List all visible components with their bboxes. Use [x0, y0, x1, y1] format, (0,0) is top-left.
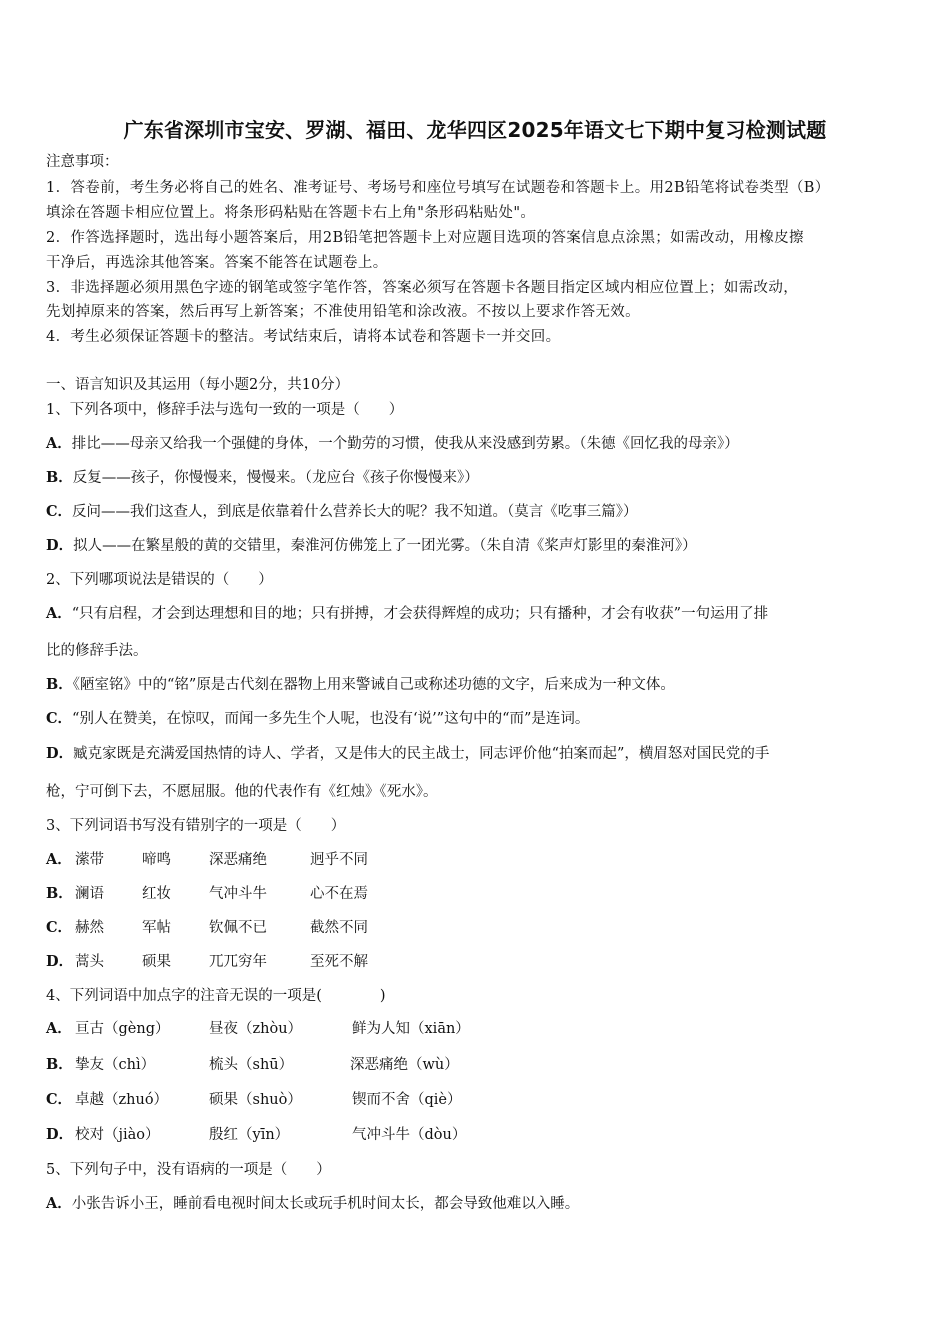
word-cell: 迥乎不同 [310, 852, 368, 868]
page-title: 广东省深圳市宝安、罗湖、福田、龙华四区2025年语文七下期中复习检测试题 [123, 118, 827, 142]
word-cell: 蒿头 [75, 954, 104, 970]
option-label: D． [46, 1126, 74, 1143]
option-label: C． [46, 710, 73, 727]
question-5-option-a [46, 1194, 579, 1214]
option-label: D． [46, 953, 74, 970]
notice-line: 填涂在答题卡相应位置上。将条形码粘贴在答题卡右上角"条形码粘贴处"。 [46, 205, 536, 221]
question-2-option-c [46, 709, 589, 729]
option-text: 反复——孩子，你慢慢来，慢慢来。（龙应台《孩子你慢慢来》） [72, 470, 479, 486]
word-cell: 钦佩不已 [209, 920, 267, 936]
question-2-option-a [46, 604, 768, 624]
word-cell: 硕果 [142, 954, 171, 970]
question-1-option-d [46, 536, 697, 556]
notice-line: 3．非选择题必须用黑色字迹的钢笔或签字笔作答，答案必须写在答题卡各题目指定区域内相应位置上；如需改动， [46, 280, 799, 296]
word-cell: 军帖 [142, 920, 171, 936]
option-text: 排比——母亲又给我一个强健的身体，一个勤劳的习惯，使我从来没感到劳累。（朱德《回忆我的母亲》） [71, 436, 739, 452]
option-label: C． [46, 919, 73, 936]
notice-line: 1．答卷前，考生务必将自己的姓名、准考证号、考场号和座位号填写在试题卷和答题卡上。用2B铅笔将试卷类型（B） [46, 180, 830, 196]
word-cell: 赫然 [75, 920, 104, 936]
word-cell: 锲而不舍（qiè） [352, 1092, 462, 1108]
option-label: C． [46, 503, 73, 520]
word-cell: 硕果（shuò） [209, 1092, 302, 1108]
word-cell: 昼夜（zhòu） [209, 1021, 303, 1037]
option-label: A． [46, 1195, 72, 1212]
option-text: 小张告诉小王，睡前看电视时间太长或玩手机时间太长，都会导致他难以入睡。 [71, 1196, 580, 1212]
question-3-stem: 3、下列词语书写没有错别字的一项是（ ） [46, 818, 346, 834]
option-label: B． [46, 1056, 73, 1073]
word-cell: 亘古（gèng） [75, 1021, 170, 1037]
notice-line: 先划掉原来的答案，然后再写上新答案；不准使用铅笔和涂改液。不按以上要求作答无效。 [46, 304, 640, 320]
word-cell: 气冲斗牛 [209, 886, 267, 902]
question-1-option-a [46, 434, 739, 454]
word-cell: 深恶痛绝 [209, 852, 267, 868]
word-cell: 至死不解 [310, 954, 368, 970]
question-2-option-d [46, 744, 769, 764]
question-2-option-d-continued: 枪，宁可倒下去，不愿屈服。他的代表作有《红烛》《死水》。 [46, 784, 438, 800]
word-cell: 卓越（zhuó） [75, 1092, 169, 1108]
word-cell: 校对（jiào） [75, 1127, 160, 1143]
word-cell: 啼鸣 [142, 852, 171, 868]
question-2-stem: 2、下列哪项说法是错误的（ ） [46, 572, 273, 588]
word-cell: 截然不同 [310, 920, 368, 936]
option-label: D． [46, 537, 74, 554]
question-1-option-c [46, 502, 638, 522]
notice-heading: 注意事项： [46, 154, 119, 170]
option-text: 拟人——在繁星般的黄的交错里，秦淮河仿佛笼上了一团光雾。（朱自清《桨声灯影里的秦淮河》） [73, 538, 697, 554]
option-label: A． [46, 435, 72, 452]
section-heading: 一、语言知识及其运用（每小题2分，共10分） [46, 377, 350, 393]
option-text: “只有启程，才会到达理想和目的地；只有拼搏，才会获得辉煌的成功；只有播种，才会有收获”一句运用了排 [71, 606, 769, 622]
word-cell: 鲜为人知（xiān） [352, 1021, 470, 1037]
word-cell: 殷红（yīn） [209, 1127, 290, 1143]
word-cell: 深恶痛绝（wù） [350, 1057, 459, 1073]
word-cell: 挚友（chì） [75, 1057, 156, 1073]
notice-line: 干净后，再选涂其他答案。答案不能答在试题卷上。 [46, 255, 388, 271]
notice-line: 4．考生必须保证答题卡的整洁。考试结束后，请将本试卷和答题卡一并交回。 [46, 329, 561, 345]
option-text: “别人在赞美，在惊叹，而闻一多先生个人呢，也没有‘说’”这句中的“而”是连词。 [72, 711, 590, 727]
question-4-stem: 4、下列词语中加点字的注音无误的一项是( ) [46, 988, 386, 1004]
word-cell: 兀兀穷年 [209, 954, 267, 970]
option-text: 反问——我们这查人，到底是依靠着什么营养长大的呢？我不知道。（莫言《吃事三篇》） [72, 504, 638, 520]
word-cell: 红妆 [142, 886, 171, 902]
word-cell: 潆带 [75, 852, 104, 868]
word-cell: 心不在焉 [310, 886, 368, 902]
question-2-option-b [46, 675, 675, 695]
question-2-option-a-continued: 比的修辞手法。 [46, 643, 148, 659]
question-1-option-b [46, 468, 479, 488]
option-label: B． [46, 676, 73, 693]
option-label: A． [46, 851, 72, 868]
option-label: B． [46, 469, 73, 486]
word-cell: 澜语 [75, 886, 104, 902]
option-label: A． [46, 1020, 72, 1037]
option-text: 臧克家既是充满爱国热情的诗人、学者，又是伟大的民主战士，同志评价他“拍案而起”，横眉怒对国民党的手 [73, 746, 770, 762]
option-label: A． [46, 605, 72, 622]
word-cell: 气冲斗牛（dòu） [352, 1127, 467, 1143]
option-label: B． [46, 885, 73, 902]
question-5-stem: 5、下列句子中，没有语病的一项是（ ） [46, 1162, 331, 1178]
option-text: 《陋室铭》中的“铭”原是古代刻在器物上用来警诫自己或称述功德的文字，后来成为一种文体。 [72, 677, 675, 693]
question-1-stem: 1、下列各项中，修辞手法与选句一致的一项是（ ） [46, 402, 404, 418]
word-cell: 梳头（shū） [209, 1057, 294, 1073]
option-label: C． [46, 1091, 73, 1108]
option-label: D． [46, 745, 74, 762]
notice-line: 2．作答选择题时，选出每小题答案后，用2B铅笔把答题卡上对应题目选项的答案信息点涂黑；如需改动，用橡皮擦 [46, 230, 804, 246]
